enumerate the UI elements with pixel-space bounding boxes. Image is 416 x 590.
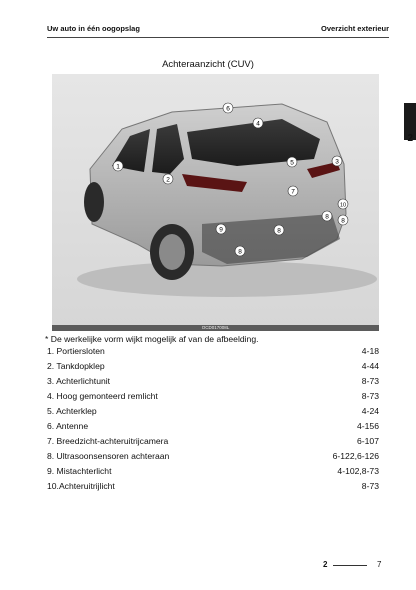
callout-6 bbox=[223, 103, 233, 113]
svg-text:8: 8 bbox=[238, 248, 242, 256]
header-chapter-title: Overzicht exterieur bbox=[321, 24, 389, 33]
callout-7 bbox=[288, 186, 298, 196]
list-item-page-ref: 6-122,6-126 bbox=[332, 451, 379, 461]
callout-10 bbox=[338, 199, 348, 209]
svg-text:3: 3 bbox=[335, 158, 339, 166]
callout-8c bbox=[235, 246, 245, 256]
footer-divider bbox=[333, 565, 367, 566]
header-section-title: Uw auto in één oogopslag bbox=[47, 24, 140, 33]
car-illustration-svg bbox=[52, 74, 379, 330]
list-item-page-ref: 4-18 bbox=[361, 346, 379, 356]
figure-title: Achteraanzicht (CUV) bbox=[162, 59, 254, 70]
callout-9 bbox=[216, 224, 226, 234]
list-item bbox=[47, 451, 379, 465]
callout-8d bbox=[338, 215, 348, 225]
list-item-page-ref: 8-73 bbox=[361, 391, 379, 401]
svg-text:8: 8 bbox=[341, 217, 345, 225]
list-item-label: 10.Achteruitrijlicht bbox=[47, 481, 115, 491]
list-item-page-ref: 4-156 bbox=[357, 421, 379, 431]
list-item-label: 5. Achterklep bbox=[47, 406, 97, 416]
callout-3 bbox=[332, 156, 342, 166]
list-item bbox=[47, 466, 379, 480]
list-item-label: 1. Portiersloten bbox=[47, 346, 105, 356]
list-item-page-ref: 6-107 bbox=[357, 436, 379, 446]
footer-chapter-number: 2 bbox=[323, 560, 328, 569]
wheel-rim-rear-left bbox=[159, 234, 185, 270]
svg-text:1: 1 bbox=[116, 163, 120, 171]
list-item-label: 8. Ultrasoonsensoren achteraan bbox=[47, 451, 170, 461]
list-item bbox=[47, 391, 379, 405]
car-rear-view-illustration bbox=[52, 74, 379, 330]
figure-code: OCD017008L bbox=[52, 325, 379, 331]
callout-8a bbox=[274, 225, 284, 235]
car-shadow bbox=[77, 261, 377, 297]
list-item-label: 7. Breedzicht-achteruitrijcamera bbox=[47, 436, 169, 446]
list-item-label: 4. Hoog gemonteerd remlicht bbox=[47, 391, 158, 401]
list-item-label: 9. Mistachterlicht bbox=[47, 466, 112, 476]
disclaimer-note: * De werkelijke vorm wijkt mogelijk af van de afbeelding. bbox=[45, 334, 259, 344]
svg-text:4: 4 bbox=[256, 120, 260, 128]
list-item bbox=[47, 406, 379, 420]
svg-text:9: 9 bbox=[219, 226, 223, 234]
header-divider bbox=[47, 37, 389, 38]
svg-text:2: 2 bbox=[166, 176, 170, 184]
list-item-page-ref: 8-73 bbox=[361, 376, 379, 386]
callout-8b bbox=[322, 211, 332, 221]
list-item-label: 6. Antenne bbox=[47, 421, 89, 431]
svg-text:7: 7 bbox=[291, 188, 295, 196]
list-item-label: 3. Achterlichtunit bbox=[47, 376, 111, 386]
list-item-page-ref: 8-73 bbox=[361, 481, 379, 491]
list-item-label: 2. Tankdopklep bbox=[47, 361, 105, 371]
svg-text:10: 10 bbox=[339, 202, 347, 209]
wheel-front-left bbox=[84, 182, 104, 222]
list-item bbox=[47, 421, 379, 435]
chapter-tab-number: 2 bbox=[407, 133, 413, 144]
svg-text:5: 5 bbox=[290, 159, 294, 167]
callout-1 bbox=[113, 161, 123, 171]
list-item bbox=[47, 376, 379, 390]
list-item-page-ref: 4-44 bbox=[361, 361, 379, 371]
callout-5 bbox=[287, 157, 297, 167]
list-item bbox=[47, 346, 379, 360]
list-item-page-ref: 4-102,8-73 bbox=[337, 466, 379, 476]
svg-text:8: 8 bbox=[277, 227, 281, 235]
svg-text:6: 6 bbox=[226, 105, 230, 113]
callout-2 bbox=[163, 174, 173, 184]
list-item bbox=[47, 361, 379, 375]
footer-page-number: 7 bbox=[377, 560, 382, 569]
list-item-page-ref: 4-24 bbox=[361, 406, 379, 416]
list-item bbox=[47, 436, 379, 450]
svg-text:8: 8 bbox=[325, 213, 329, 221]
callout-4 bbox=[253, 118, 263, 128]
list-item bbox=[47, 481, 379, 495]
